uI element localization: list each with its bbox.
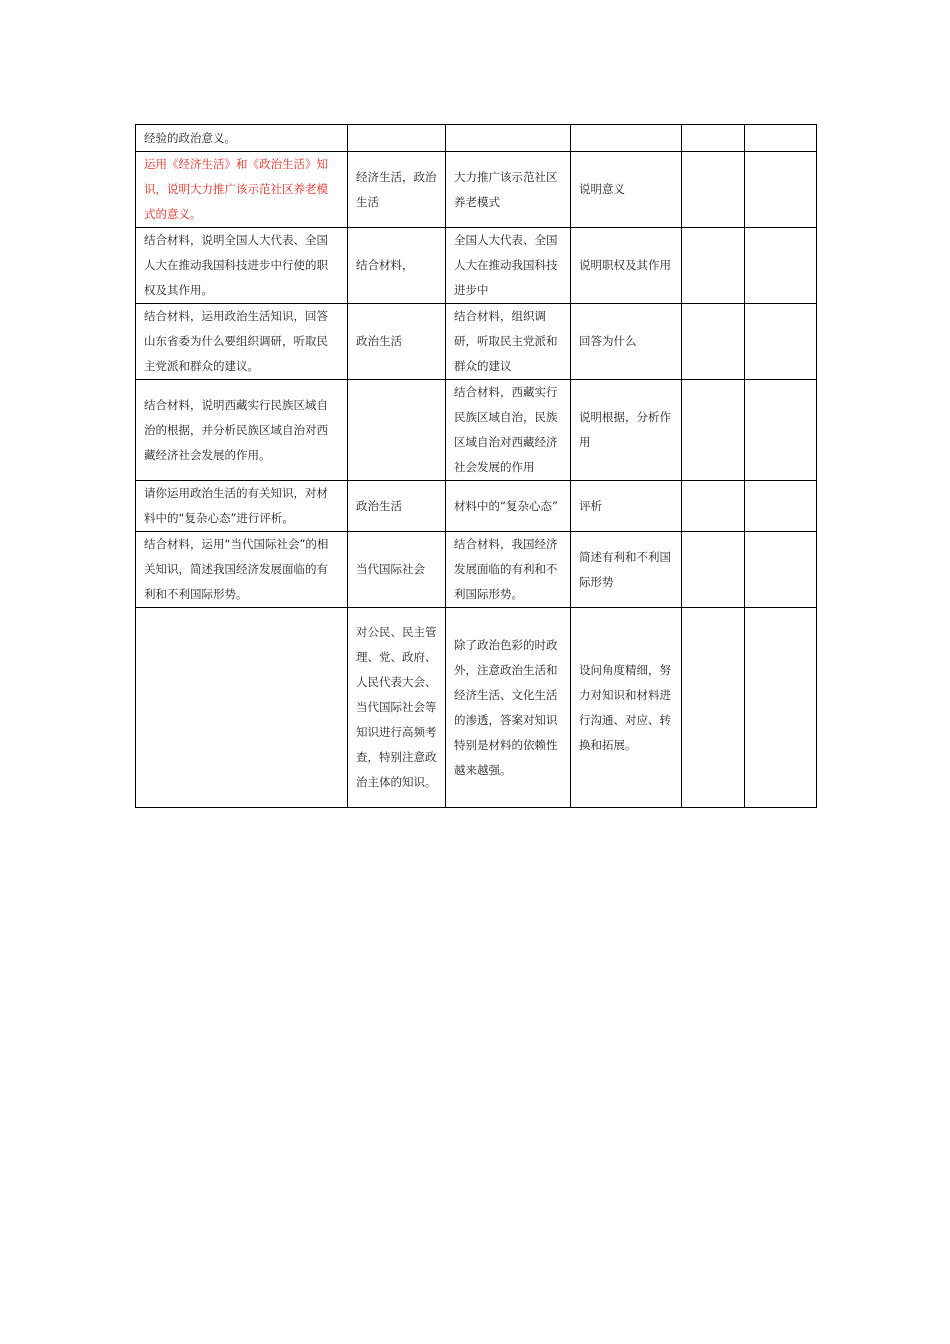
table-row bbox=[136, 608, 817, 808]
empty-cell bbox=[745, 152, 817, 228]
subject-cell: 全国人大代表、全国人大在推动我国科技进步中 bbox=[446, 228, 571, 304]
empty-cell bbox=[682, 532, 745, 608]
question-cell bbox=[136, 608, 348, 808]
empty-cell bbox=[682, 380, 745, 481]
subject-cell: 结合材料，西藏实行民族区域自治，民族区域自治对西藏经济社会发展的作用 bbox=[446, 380, 571, 481]
subject-cell: 大力推广该示范社区养老模式 bbox=[446, 152, 571, 228]
requirement-cell: 说明意义 bbox=[571, 152, 682, 228]
question-cell: 结合材料，说明全国人大代表、全国人大在推动我国科技进步中行使的职权及其作用。 bbox=[136, 228, 348, 304]
requirement-cell bbox=[571, 125, 682, 152]
subject-cell: 除了政治色彩的时政外，注意政治生活和经济生活、文化生活的渗透，答案对知识特别是材料的依赖性越来越强。 bbox=[446, 608, 571, 808]
empty-cell bbox=[682, 125, 745, 152]
scope-cell: 当代国际社会 bbox=[348, 532, 446, 608]
table-row bbox=[136, 380, 817, 481]
empty-cell bbox=[745, 125, 817, 152]
table-row bbox=[136, 304, 817, 380]
empty-cell bbox=[682, 152, 745, 228]
scope-cell bbox=[348, 125, 446, 152]
empty-cell bbox=[745, 532, 817, 608]
table-row bbox=[136, 228, 817, 304]
subject-cell: 结合材料，我国经济发展面临的有利和不利国际形势。 bbox=[446, 532, 571, 608]
question-analysis-table bbox=[135, 124, 817, 808]
empty-cell bbox=[682, 304, 745, 380]
scope-cell: 对公民、民主管理、党、政府、人民代表大会、当代国际社会等知识进行高频考查，特别注意政治主体的知识。 bbox=[348, 608, 446, 808]
empty-cell bbox=[745, 304, 817, 380]
requirement-cell: 说明根据，分析作用 bbox=[571, 380, 682, 481]
empty-cell bbox=[682, 481, 745, 532]
requirement-cell: 简述有利和不利国际形势 bbox=[571, 532, 682, 608]
table-row bbox=[136, 481, 817, 532]
empty-cell bbox=[682, 608, 745, 808]
question-cell-highlighted: 运用《经济生活》和《政治生活》知识，说明大力推广该示范社区养老模式的意义。 bbox=[136, 152, 348, 228]
subject-cell: 材料中的“复杂心态” bbox=[446, 481, 571, 532]
scope-cell: 经济生活，政治生活 bbox=[348, 152, 446, 228]
scope-cell: 政治生活 bbox=[348, 481, 446, 532]
subject-cell bbox=[446, 125, 571, 152]
empty-cell bbox=[745, 608, 817, 808]
subject-cell: 结合材料，组织调研，听取民主党派和群众的建议 bbox=[446, 304, 571, 380]
table-row bbox=[136, 125, 817, 152]
requirement-cell: 评析 bbox=[571, 481, 682, 532]
question-cell: 结合材料，运用“当代国际社会”的相关知识，简述我国经济发展面临的有利和不利国际形势。 bbox=[136, 532, 348, 608]
requirement-cell: 回答为什么 bbox=[571, 304, 682, 380]
empty-cell bbox=[745, 481, 817, 532]
empty-cell bbox=[745, 380, 817, 481]
question-cell: 结合材料，说明西藏实行民族区域自治的根据，并分析民族区域自治对西藏经济社会发展的作用。 bbox=[136, 380, 348, 481]
table-row bbox=[136, 152, 817, 228]
question-cell: 请你运用政治生活的有关知识，对材料中的“复杂心态”进行评析。 bbox=[136, 481, 348, 532]
scope-cell: 政治生活 bbox=[348, 304, 446, 380]
scope-cell bbox=[348, 380, 446, 481]
question-cell: 结合材料，运用政治生活知识，回答山东省委为什么要组织调研，听取民主党派和群众的建议。 bbox=[136, 304, 348, 380]
empty-cell bbox=[745, 228, 817, 304]
requirement-cell: 设问角度精细，努力对知识和材料进行沟通、对应、转换和拓展。 bbox=[571, 608, 682, 808]
requirement-cell: 说明职权及其作用 bbox=[571, 228, 682, 304]
empty-cell bbox=[682, 228, 745, 304]
scope-cell: 结合材料， bbox=[348, 228, 446, 304]
question-cell: 经验的政治意义。 bbox=[136, 125, 348, 152]
table-row bbox=[136, 532, 817, 608]
